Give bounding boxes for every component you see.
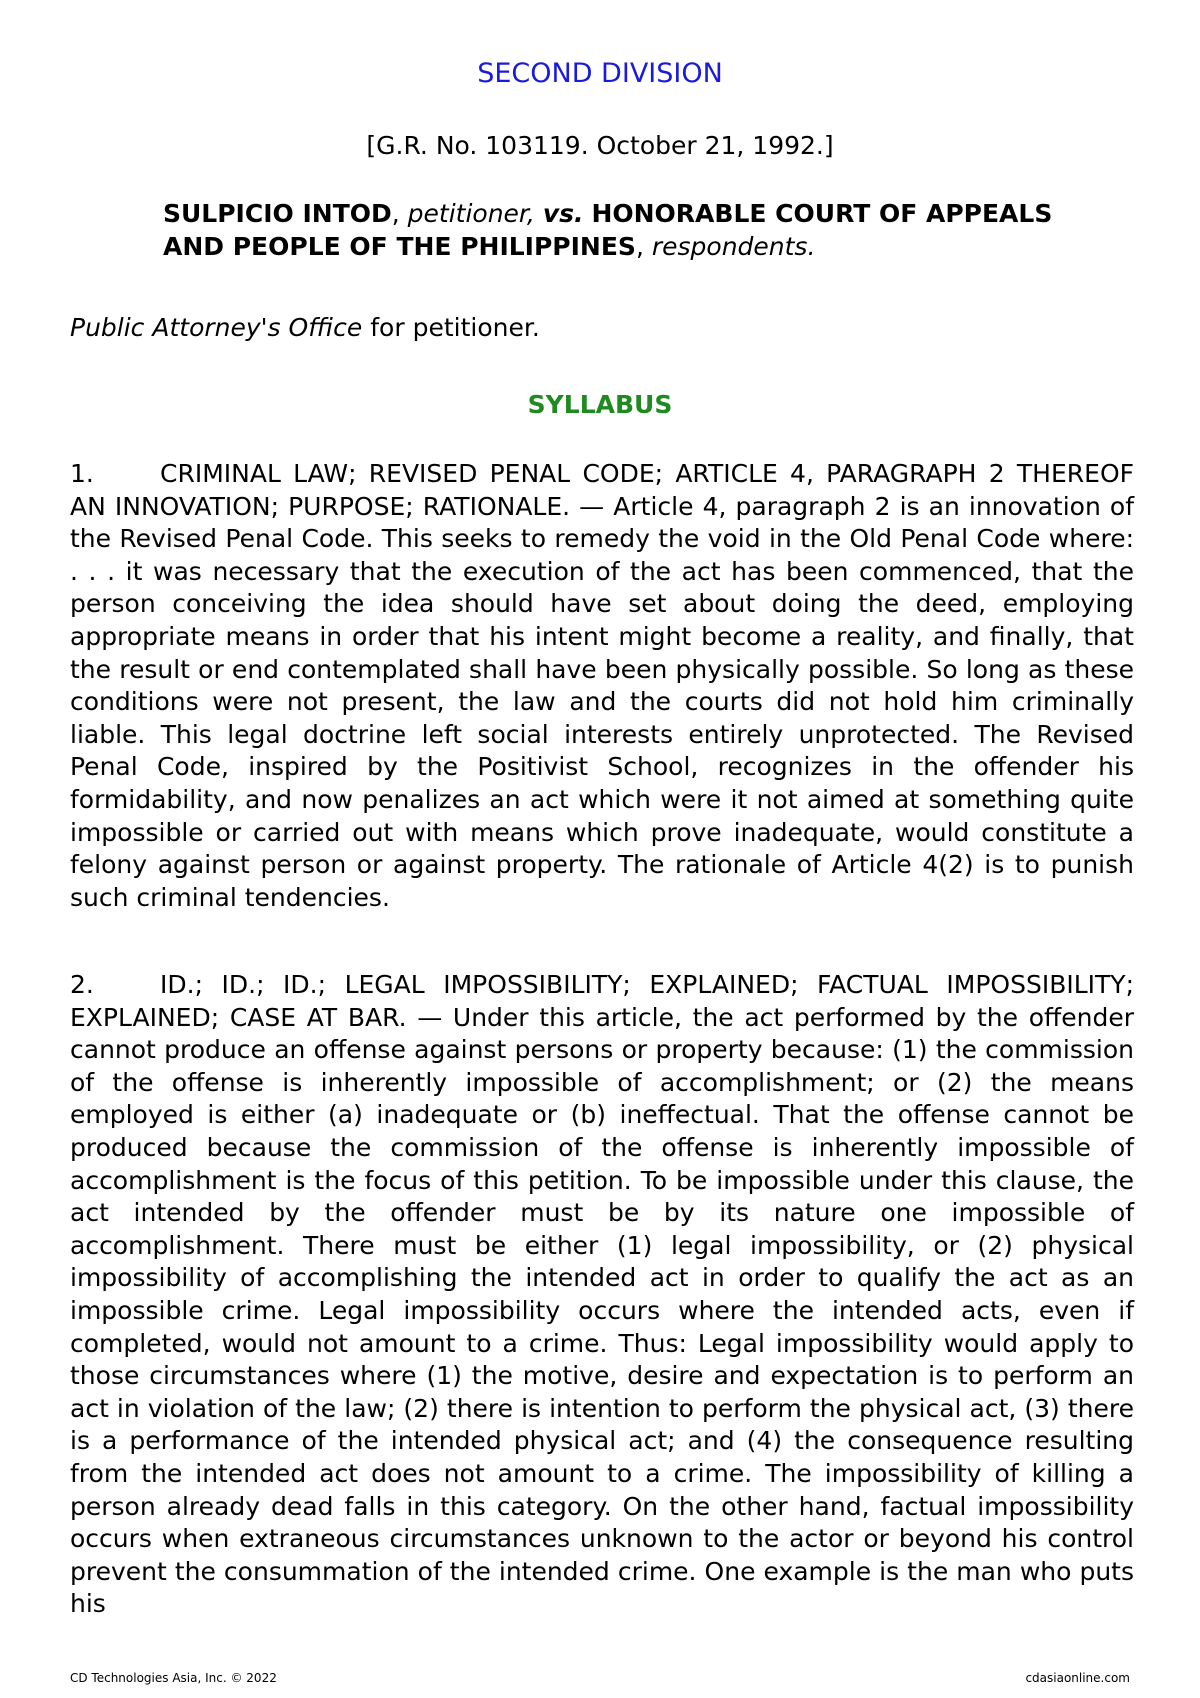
syllabus-item [70, 969, 1134, 1621]
syllabus-item-number: 1. [70, 459, 94, 488]
case-parties: SULPICIO INTOD, petitioner, vs. HONORABLE COURT OF APPEALS AND PEOPLE OF THE PHILIPPINES, respondents. [163, 199, 1053, 261]
respondent-role: respondents. [651, 232, 816, 261]
division-heading: SECOND DIVISION [477, 58, 723, 89]
case-number: [G.R. No. 103119. October 21, 1992.] [366, 131, 834, 160]
syllabus-item-text: CRIMINAL LAW; REVISED PENAL CODE; ARTICLE 4, PARAGRAPH 2 THEREOF AN INNOVATION; PURPOSE; RATIONALE. — Article 4, paragraph 2 is an innovation of the Revised Penal Code. This seeks to remedy the void in the Old Penal Code where: . . . it was necessary that the execution of the act has been commenced, that the person conceiving the idea should have set about doing the deed, employing appropriate means in order that his intent might become a reality, and finally, that the result or end contemplated shall have been physically possible. So long as these conditions were not present, the law and the courts did not hold him criminally liable. This legal doctrine left social interests entirely unprotected. The Revised Penal Code, inspired by the Positivist School, recognizes in the offender his formidability, and now penalizes an act which were it not aimed at something quite impossible or carried out with means which prove inadequate, would constitute a felony against person or against property. The rationale of Article 4(2) is to punish such criminal tendencies. [70, 459, 1134, 912]
counsel-line [70, 311, 1130, 345]
syllabus-heading: SYLLABUS [527, 390, 673, 419]
syllabus-item-number: 2. [70, 970, 94, 999]
syllabus-item-text: ID.; ID.; ID.; LEGAL IMPOSSIBILITY; EXPLAINED; FACTUAL IMPOSSIBILITY; EXPLAINED; CASE AT BAR. — Under this article, the act performed by the offender cannot produce an offense against persons or property because: (1) the commission of the offense is inherently impossible of accomplishment; or (2) the means employed is either (a) inadequate or (b) ineffectual. That the offense cannot be produced because the commission of the offense is inherently impossible of accomplishment is the focus of this petition. To be impossible under this clause, the act intended by the offender must be by its nature one impossible of accomplishment. There must be either (1) legal impossibility, or (2) physical impossibility of accomplishing the intended act in order to qualify the act as an impossible crime. Legal impossibility occurs where the intended acts, even if completed, would not amount to a crime. Thus: Legal impossibility would apply to those circumstances where (1) the motive, desire and expectation is to perform an act in violation of the law; (2) there is intention to perform the physical act, (3) there is a performance of the intended physical act; and (4) the consequence resulting from the intended act does not amount to a crime. The impossibility of killing a person already dead falls in this category. On the other hand, factual impossibility occurs when extraneous circumstances unknown to the actor or beyond his control prevent the consummation of the intended crime. One example is the man who puts his [70, 970, 1134, 1619]
footer-website: cdasiaonline.com [1025, 1671, 1130, 1685]
versus-label: vs. [542, 199, 584, 228]
petitioner-role: petitioner, [407, 199, 535, 228]
respondent-name: HONORABLE COURT OF APPEALS AND PEOPLE OF THE PHILIPPINES [163, 199, 1053, 261]
counsel-text: for petitioner. [362, 313, 540, 342]
petitioner-name: SULPICIO INTOD [163, 199, 392, 228]
syllabus-item [70, 458, 1134, 914]
footer-copyright: CD Technologies Asia, Inc. © 2022 [70, 1671, 277, 1685]
counsel-office: Public Attorney's Office [70, 313, 363, 342]
